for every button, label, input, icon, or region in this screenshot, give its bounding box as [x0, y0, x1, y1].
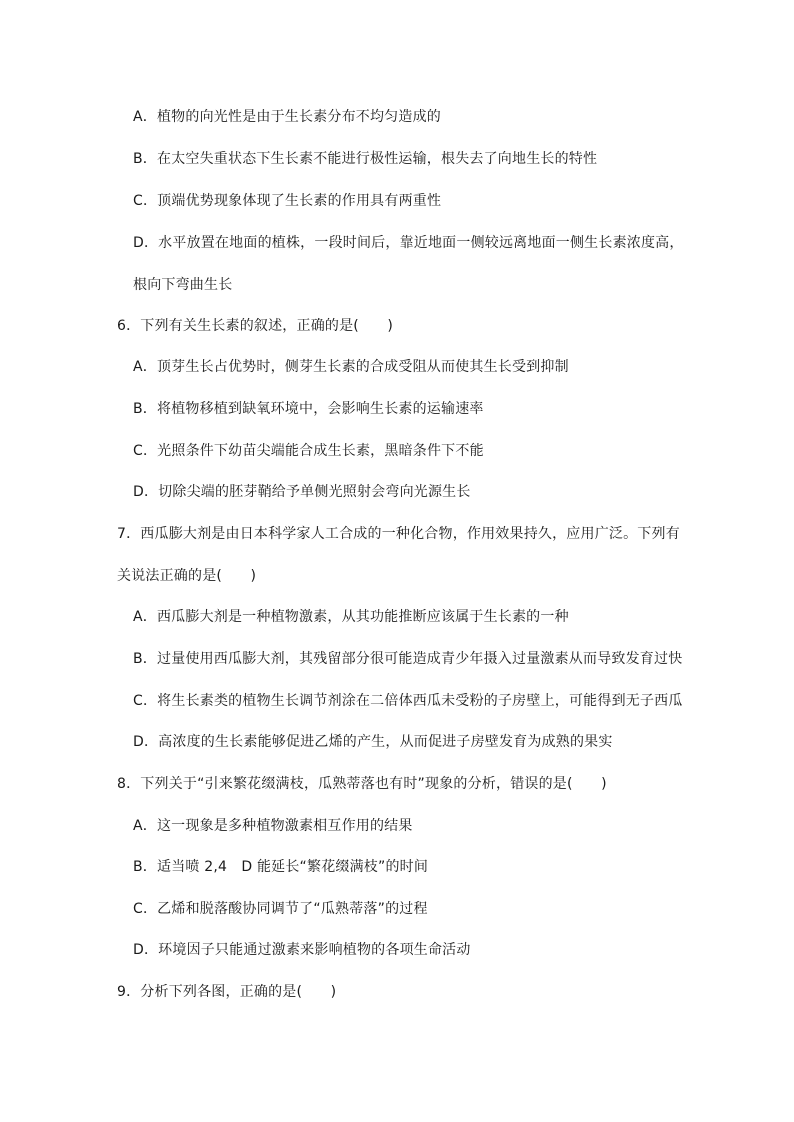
q8-option-a: A．这一现象是多种植物激素相互作用的结果: [133, 818, 413, 834]
q6-stem: 6．下列有关生长素的叙述，正确的是( ): [117, 318, 394, 334]
q5-option-d-continued: 根向下弯曲生长: [133, 277, 233, 293]
q8-stem: 8．下列关于“引来繁花缀满枝，瓜熟蒂落也有时”现象的分析，错误的是( ): [117, 776, 607, 792]
q6-option-b: B．将植物移植到缺氧环境中，会影响生长素的运输速率: [133, 401, 484, 417]
q6-option-c: C．光照条件下幼苗尖端能合成生长素，黑暗条件下不能: [133, 443, 484, 459]
q8-option-c: C．乙烯和脱落酸协同调节了“瓜熟蒂落”的过程: [133, 901, 428, 917]
q6-option-d: D．切除尖端的胚芽鞘给予单侧光照射会弯向光源生长: [133, 484, 471, 500]
q9-stem: 9．分析下列各图，正确的是( ): [117, 984, 337, 1000]
q5-option-d: D．水平放置在地面的植株，一段时间后，靠近地面一侧较远离地面一侧生长素浓度高，: [133, 235, 684, 251]
q8-option-d: D．环境因子只能通过激素来影响植物的各项生命活动: [133, 942, 471, 958]
q6-option-a: A．顶芽生长占优势时，侧芽生长素的合成受阻从而使其生长受到抑制: [133, 359, 569, 375]
q7-option-d: D．高浓度的生长素能够促进乙烯的产生，从而促进子房壁发育为成熟的果实: [133, 734, 613, 750]
q7-stem: 7．西瓜膨大剂是由日本科学家人工合成的一种化合物，作用效果持久，应用广泛。下列有: [117, 526, 680, 542]
q5-option-a: A．植物的向光性是由于生长素分布不均匀造成的: [133, 109, 441, 125]
q7-option-a: A．西瓜膨大剂是一种植物激素，从其功能推断应该属于生长素的一种: [133, 609, 569, 625]
q7-option-c: C．将生长素类的植物生长调节剂涂在二倍体西瓜未受粉的子房壁上，可能得到无子西瓜: [133, 693, 683, 709]
q5-option-c: C．顶端优势现象体现了生长素的作用具有两重性: [133, 193, 442, 209]
q8-option-b: B．适当喷 2,4 D 能延长“繁花缀满枝”的时间: [133, 859, 429, 875]
q7-stem-continued: 关说法正确的是( ): [117, 568, 257, 584]
q7-option-b: B．过量使用西瓜膨大剂，其残留部分很可能造成青少年摄入过量激素从而导致发育过快: [133, 651, 683, 667]
q5-option-b: B．在太空失重状态下生长素不能进行极性运输，根失去了向地生长的特性: [133, 151, 598, 167]
